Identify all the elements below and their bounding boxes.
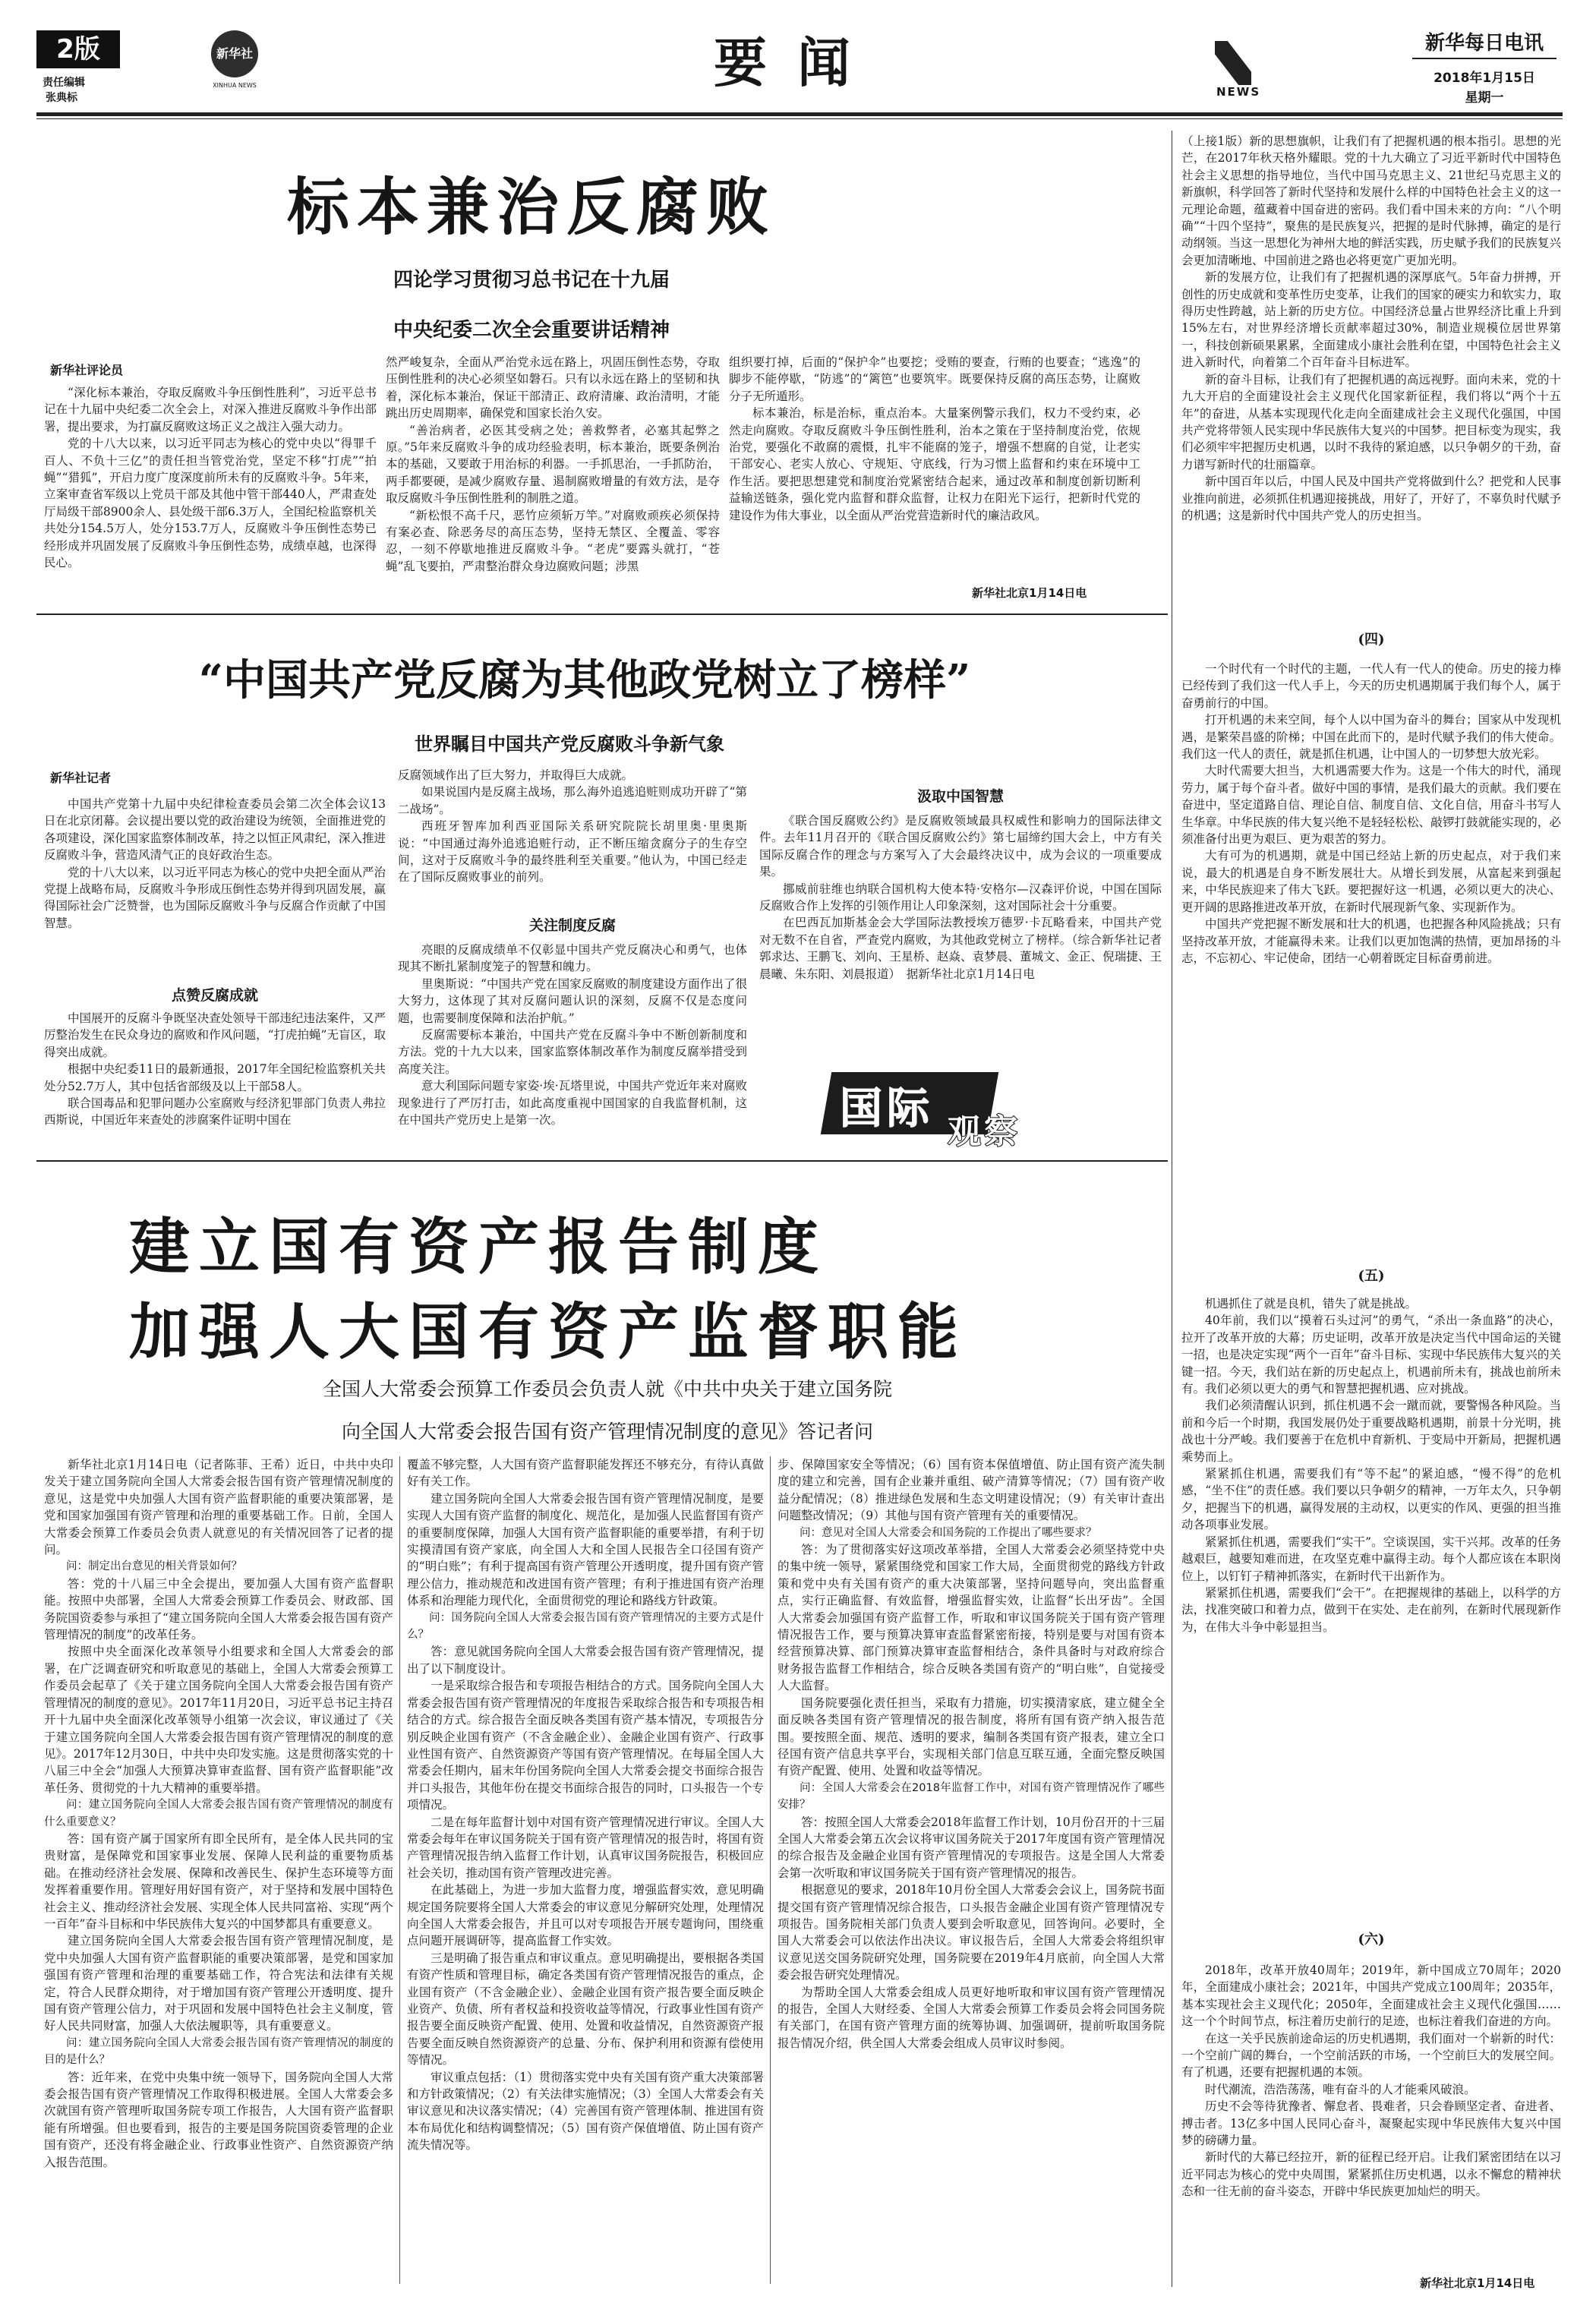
paragraph: 中国共产党第十九届中央纪律检查委员会第二次全体会议13日在北京闭幕。会议提出要以党的政治建设为统领，全面推进党的各项建设，深化国家监察体制改革，持之以恒正风肃纪，深入推进反腐败斗争，营造风清气正的良好政治生态。 [44, 797, 386, 863]
paragraph: 联合国毒品和犯罪问题办公室腐败与经济犯罪部门负责人弗拉西斯说，中国近年来查处的涉腐案件证明中国在 [44, 1096, 386, 1128]
news-logo [1215, 38, 1289, 99]
news-logo-icon [1215, 41, 1251, 85]
paragraph: “善治病者，必医其受病之处；善救弊者，必塞其起弊之原。”5年来反腐败斗争的成功经验表明，标本兼治，既要条例治本的基础，又要敢于用治标的利器。一手抓思治，一手抓防治，两手都要硬，是减少腐败存量、遏制腐败增量的有效方法，是夺取反腐败斗争压倒性胜利的制胜之道。 [386, 423, 720, 506]
banner-main-text: 国际 [840, 1084, 934, 1134]
paragraph: 新的奋斗目标，让我们有了把握机遇的高远视野。面向未来，党的十九大开启的全面建设社会主义现代化国家新征程，我们将以“两个十五年”的奋进，从基本实现现代化走向全面建成社会主义现代化强国，中国共产党将带领人民实现中华民族伟大复兴的中国梦。把目标变为现实，我们必须牢牢把握历史机遇，以时不我待的紧迫感，以只争朝夕的干劲，奋力谱写新时代的壮丽篇章。 [1181, 372, 1561, 472]
article3-subtitle-1: 全国人大常委会预算工作委员会负责人就《中共中央关于建立国务院 [322, 1378, 892, 1400]
right-column-end [1181, 1962, 1561, 2269]
paragraph: 在这一关乎民族前途命运的历史机遇期，我们面对一个崭新的时代：一个空前广阔的舞台，一个空前活跃的市场，一个空前巨大的发展空间。有了机遇，还要有把握机遇的本领。 [1181, 2031, 1561, 2080]
paragraph: 2018年，改革开放40周年；2019年，新中国成立70周年；2020年，全面建成小康社会；2021年，中国共产党成立100周年；2035年，基本实现社会主义现代化；2050年，全面建成社会主义现代化强国……这一个个时间节点，标注着历史前行的足迹，也标注着我们奋进的方向。 [1181, 1963, 1561, 2029]
paragraph: 亮眼的反腐成绩单不仅彰显中国共产党反腐决心和勇气，也体现其不断扎紧制度笼子的智慧和魄力。 [398, 943, 747, 974]
paragraph: “深化标本兼治，夺取反腐败斗争压倒性胜利”，习近平总书记在十九届中央纪委二次全会上，对深入推进反腐败斗争作出部署，提出要求，为打赢反腐败这场正义之战注入强大动力。 [44, 386, 377, 434]
paragraph: “新松恨不高千尺，恶竹应须斩万竿。”对腐败顽疾必须保持有案必查、除恶务尽的高压态势，坚持无禁区、全覆盖、零容忍，一刻不停歇地推进反腐败斗争。“老虎”要露头就打，“苍蝇”乱飞要拍，严肃整治群众身边腐败问题；涉黑 [386, 508, 720, 573]
paragraph: 我们必须清醒认识到，抓住机遇不会一蹴而就，要警惕各种风险。当前和今后一个时期，我国发展仍处于重要战略机遇期，前景十分光明，挑战也十分严峻。我们要善于在危机中育新机、于变局中开新局，把握机遇乘势而上。 [1181, 1399, 1561, 1464]
paragraph: 如果说国内是反腐主战场，那么海外追逃追赃则成功开辟了“第二战场”。 [398, 785, 747, 816]
paragraph: 标本兼治，标是治标，重点治本。大量案例警示我们，权力不受约束，必然走向腐败。夺取反腐败斗争压倒性胜利，治本之策在于坚持制度治党，依规治党，要强化不敢腐的震慑，扎牢不能腐的笼子，增强不想腐的自觉，让老实干部安心、老实人放心、守规矩、守底线，行为习惯上监督和约束在环境中工作生活。要把思想建党和制度治党紧密结合起来，通过改革和制度创新切断利益输送链条，强化党内监督和群众监督，让权力在阳光下运行，把新时代党的建设作为伟大事业，以全面从严治党营造新时代的廉洁政风。 [729, 406, 1140, 522]
paragraph: 根据中央纪委11日的最新通报，2017年全国纪检监察机关共处分52.7万人，其中包括省部级及以上干部58人。 [44, 1062, 386, 1093]
article3-column-1 [44, 1456, 393, 2284]
paragraph: 意大利国际问题专家姿·埃·瓦塔里说，中国共产党近年来对腐败现象进行了严厉打击，如此高度重视中国国家的自我监督机制，这在中国共产党历史上是第一次。 [398, 1079, 747, 1128]
paragraph: 建立国务院向全国人大常委会报告国有资产管理情况制度，是要实现人大国有资产监督的制度化、规范化，是加强人民监督国有资产的重要制度保障，加强人大国有资产监督职能的重要举措，有利于切实摸清国有资产家底，向全国人大和全国人民报告全口径国有资产的“明白账”；有利于提高国有资产管理公开透明度，提升国有资产管理公信力，推动规范和改进国有资产管理；有利于推进国有资产治理体系和治理能力现代化，全面贯彻党的理论和路线方针政策。 [407, 1491, 764, 1608]
paragraph: 一个时代有一个时代的主题，一代人有一代人的使命。历史的接力棒已经传到了我们这一代人手上，今天的历史机遇期属于我们每个人，属于奋勇前行的中国。 [1181, 662, 1561, 710]
paragraph: 党的十八大以来，以习近平同志为核心的党中央以“得罪千百人、不负十三亿”的责任担当管党治党，坚定不移“打虎”“拍蝇”“猎狐”，开启力度广度深度前所未有的反腐败斗争。5年来，立案审查省军级以上党员干部及其他中管干部440人，严肃查处厅局级干部8900余人、县处级干部6.3万人，全国纪检监察机关共处分154.5万人，处分153.7万人，反腐败斗争压倒性态势已经形成并巩固发展了反腐败斗争压倒性态势，成绩卓越，也深得民心。 [44, 437, 377, 570]
question: 问：建立国务院向全国人大常委会报告国有资产管理情况的制度的目的是什么？ [44, 2036, 393, 2067]
issue-date: 2018年1月15日 [1434, 71, 1535, 86]
paragraph: 新中国百年以后，中国人民及中国共产党将做到什么？把党和人民事业推向前进，必须抓住机遇迎接挑战，用好了，开好了，不辜负时代赋予的机遇；这是新时代中国共产党人的历史担当。 [1181, 475, 1561, 522]
article3-title-line-2: 加强人大国有资产监督职能 [129, 1297, 967, 1367]
paragraph: 西班牙智库加利西亚国际关系研究院院长胡里奥·里奥斯说：“中国通过海外追逃追赃行动，正不断压缩贪腐分子的生存空间，这对于反腐败斗争的最终胜利至关重要。”他认为，中国已经走在了国际反腐败事业的前列。 [398, 819, 747, 885]
paragraph: 答：近年来，在党中央集中统一领导下，国务院向全国人大常委会报告国有资产管理情况工作取得积极进展。全国人大常委会多次就国有资产管理听取国务院专项工作报告，人大国有资产监督职能有所增强。但也要看到，报告的主要是国务院国资委管理的企业国有资产，还没有将金融企业、行政事业性资产、自然资源资产纳入报告范围。 [44, 2070, 393, 2169]
paragraph: 步、保障国家安全等情况；（6）国有资本保值增值、防止国有资产流失制度的建立和完善，国有企业兼并重组、破产清算等情况；（7）国有资产收益分配情况；（8）推进绿色发展和生态文明建设情况；（9）有关审计查出问题整改情况；（9）其他与国有资产管理有关的重要情况。 [777, 1458, 1165, 1523]
issue-weekday: 星期一 [1465, 90, 1504, 106]
paper-name: 新华每日电讯 [1424, 32, 1544, 55]
paragraph: 反腐需要标本兼治，中国共产党在反腐斗争中不断创新制度和方法。党的十九大以来，国家监察体制改革作为制度反腐举措受到高度关注。 [398, 1028, 747, 1076]
paragraph: 根据意见的要求，2018年10月份全国人大常委会会议上，国务院书面提交国有资产管理情况综合报告，口头报告金融企业国有资产管理情况专项报告。国务院相关部门负责人要到会听取意见，回答询问。必要时，全国人大常委会可以依法作出决议。审议报告后，全国人大常委会将组织审议意见送交国务院研究处理，国务院要在2019年4月底前，向全国人大常委会报告研究处理情况。 [777, 1883, 1165, 1982]
article2-column-1 [44, 796, 386, 978]
news-logo-text: NEWS [1216, 85, 1261, 99]
question: 问：意见对全国人大常委会和国务院的工作提出了哪些要求？ [800, 1526, 1097, 1539]
article3-column-3 [777, 1456, 1165, 2284]
paragraph: 按照中央全面深化改革领导小组要求和全国人大常委会的部署，在广泛调查研究和听取意见的基础上，全国人大常委会预算工作委员会起草了《关于建立国务院向全国人大常委会报告国有资产管理情况的制度的意见》。2017年11月20日，习近平总书记主持召开十九届中央全面深化改革领导小组第一次会议，审议通过了《关于建立国务院向全国人大常委会报告国有资产管理情况的制度的意见》。2017年12月30日，中共中央印发实施。这是贯彻落实党的十八届三中全会“加强人大预算决算审查监督、国有资产监督职能”改革任务、贯彻党的十九大精神的重要举措。 [44, 1645, 393, 1795]
paragraph: 挪威前驻维也纳联合国机构大使本特·安格尔—汉森评价说，中国在国际反腐败合作上发挥的引领作用让人印象深刻，这对国际社会十分重要。 [759, 882, 1162, 913]
paragraph: 然严峻复杂，全面从严治党永远在路上，巩固压倒性态势，夺取压倒性胜利的决心必须坚如磐石。只有以永远在路上的坚韧和执着，深化标本兼治，保证干部清正、政府清廉、政治清明，才能跳出历史周期率，确保党和国家长治久安。 [386, 355, 720, 421]
question: 问：制定出台意见的相关背景如何？ [66, 1560, 242, 1573]
right-column-low [1181, 1295, 1561, 1918]
paragraph: 历史不会等待犹豫者、懈怠者、畏难者，只会眷顾坚定者、奋进者、搏击者。13亿多中国人民同心奋斗，凝聚起实现中华民族伟大复兴中国梦的磅礴力量。 [1181, 2099, 1561, 2148]
paragraph: 大有可为的机遇期，就是中国已经站上新的历史起点，对于我们来说，最大的机遇是自身不断发展壮大。从增长到发展，从富起来到强起来，中华民族迎来了伟大飞跃。要把握好这一机遇，必须以更大的决心、更开阔的思路推进改革开放，在新时代展现新气象、实现新作为。 [1181, 849, 1561, 914]
paragraph: 覆盖不够完整，人大国有资产监督职能发挥还不够充分，有待认真做好有关工作。 [407, 1458, 764, 1489]
paragraph: 答：按照全国人大常委会2018年监督工作计划，10月份召开的十三届全国人大常委会第五次会议将审议国务院关于2017年度国有资产管理情况的综合报告及金融企业国有资产管理情况的专项报告。这是全国人大常委会第一次听取和审议国务院关于国有资产管理情况的报告。 [777, 1815, 1165, 1880]
xinhua-logo-sub: XINHUA NEWS [213, 82, 257, 89]
article3-title-line-1: 建立国有资产报告制度 [129, 1212, 828, 1282]
paragraph: 大时代需要大担当，大机遇需要大作为。这是一个伟大的时代，涌现劳力，属于每个奋斗者。做好中国的事情，是我们最大的贡献。我们要在奋进中，坚定道路自信、理论自信、制度自信、文化自信，用奋斗书写人生华章。中华民族的伟大复兴绝不是轻轻松松、敲锣打鼓就能实现的，必须准备付出更为艰巨、更为艰苦的努力。 [1181, 764, 1561, 847]
paragraph: 40年前，我们以“摸着石头过河”的勇气，“杀出一条血路”的决心，拉开了改革开放的大幕；历史证明，改革开放是决定当代中国命运的关键一招，也是决定实现“两个一百年”奋斗目标、实现中华民族伟大复兴的关键一招。今天，我们站在新的历史起点上，机遇前所未有，挑战也前所未有。我们必须以更大的勇气和智慧把握机遇、应对挑战。 [1181, 1314, 1561, 1396]
paragraph: 在巴西瓦加斯基金会大学国际法教授埃万德罗·卡瓦略看来，中国共产党对无数不在自省，严查党内腐败，为其他政党树立了榜样。（综合新华社记者郭求达、王鹏飞、刘向、王星桥、赵焱、袁梦晨、董城文、金正、倪瑞捷、王晨曦、朱东阳、刘晨报道） 据新华社北京1月14日电 [759, 916, 1162, 981]
article2-column-3 [759, 812, 1162, 1055]
paragraph: 中国展开的反腐斗争既坚决查处领导干部违纪违法案件，又严厉整治发生在民众身边的腐败和作风问题，“打虎拍蝇”无盲区，取得突出成就。 [44, 1011, 386, 1059]
masthead-rule [36, 112, 1563, 116]
editor-label: 责任编辑 [43, 77, 85, 89]
xinhua-logo [205, 30, 264, 105]
article2-column-2 [398, 767, 747, 908]
article2-byline: 新华社记者 [50, 771, 112, 785]
paragraph: 新华社北京1月14日电（记者陈菲、王希）近日，中共中央印发关于建立国务院向全国人大常委会报告国有资产管理情况制度的意见，这是党中央加强人大国有资产监督职能的重要决策部署，是党和国家加强国有资产管理和治理的重要基础工作。日前，全国人大常委会预算工作委员会负责人就意见的有关情况回答了记者的提问。 [44, 1458, 393, 1557]
paragraph: 一是采取综合报告和专项报告相结合的方式。国务院向全国人大常委会报告国有资产管理情况的年度报告采取综合报告和专项报告相结合的方式。综合报告全面反映各类国有资产基本情况，专项报告分别反映企业国有资产（不含金融企业）、金融企业国有资产、行政事业性国有资产、自然资源资产等国有资产管理情况。在每届全国人大常委会任期内，届末年份国务院向全国人大常委会提交书面综合报告并口头报告，其他年份在提交书面综合报告的同时，口头报告一个专项情况。 [407, 1679, 764, 1812]
paragraph: 里奥斯说：“中国共产党在国家反腐败的制度建设方面作出了很大努力，这体现了其对反腐问题认识的深刻，反腐不仅是态度问题，也需要制度保障和法治护航。” [398, 976, 747, 1025]
article3-column-2 [407, 1456, 764, 2284]
article1-column-3 [729, 354, 1140, 559]
paragraph: 打开机遇的未来空间，每个人以中国为奋斗的舞台；国家从中发现机遇，是繁荣昌盛的阶梯；中国在此而下的，是时代赋予我们的伟大使命。我们这一代人的责任，就是抓住机遇，让中国人的一切梦想大放光彩。 [1181, 713, 1561, 762]
article1-signature: 新华社北京1月14日电 [972, 586, 1087, 600]
paragraph: 答：为了贯彻落实好这项改革举措，全国人大常委会必须坚持党中央的集中统一领导，紧紧围绕党和国家工作大局，全面贯彻党的路线方针政策和党中央有关国有资产的重大决策部署，坚持问题导向，突出监督重点，实行正确监督、有效监督，增强监督实效，让监督“长出牙齿”。全国人大常委会加强国有资产监督工作，听取和审议国务院关于国有资产管理情况报告工作，要与预算决算审查监督紧密衔接，特别是要与对国有资本经营预算决算、部门预算决算审查监督相结合，条件具备时与对政府综合财务报告监督工作相结合，综合反映各类国有资产的“明白账”，自觉接受人大监督。 [777, 1543, 1165, 1693]
paragraph: 为帮助全国人大常委会组成人员更好地听取和审议国有资产管理情况的报告，全国人大财经委、全国人大常委会预算工作委员会将会同国务院有关部门，在国有资产管理方面的统筹协调、加强调研，提前听取国务院报告情况介绍，供全国人大常委会组成人员审议时参阅。 [777, 1985, 1165, 2050]
paragraph: （上接1版）新的思想旗帜，让我们有了把握机遇的根本指引。思想的光芒，在2017年秋天格外耀眼。党的十九大确立了习近平新时代中国特色社会主义思想的指导地位，当代中国马克思主义、21世纪马克思主义的新旗帜，科学回答了新时代坚持和发展什么样的中国特色社会主义的这一元理论命题，蕴藏着中国奋进的密码。我们看中国未来的方向：“八个明确”“十四个坚持”，聚焦的是民族复兴，把握的是时代脉搏，确定的是行动纲领。当这一思想化为神州大地的鲜活实践，历史赋予我们的民族复兴会更加清晰地、中国前进之路也必将更宽广更加光明。 [1181, 134, 1561, 267]
article2-heading-1: 点赞反腐成就 [171, 987, 258, 1004]
article1-column-2 [386, 354, 720, 604]
paragraph: 新的发展方位，让我们有了把握机遇的深厚底气。5年奋力拼搏，开创性的历史成就和变革性历史变革，让我们的国家的硬实力和软实力，取得历史性跨越，站上新的历史方位。中国经济总量占世界经济比重上升到15%左右，对世界经济增长贡献率超过30%，制造业规模位居世界第一，科技创新硕果累累，全面建成小康社会胜利在望，中国特色社会主义进入新时代，向着第二个百年奋斗目标进军。 [1181, 270, 1561, 370]
article1-column-1 [44, 384, 377, 604]
article2-heading-2: 关注制度反腐 [528, 917, 616, 934]
article3-subtitle-2: 向全国人大常委会报告国有资产管理情况制度的意见》答记者问 [341, 1421, 873, 1443]
paragraph: 党的十八大以来，以习近平同志为核心的党中央把全面从严治党提上战略布局，反腐败斗争形成压倒性态势并得到巩固发展，赢得国际社会广泛赞誉，也为国际反腐败斗争与反腐合作贡献了中国智慧。 [44, 865, 386, 930]
article2-heading-3: 汲取中国智慧 [916, 788, 1004, 805]
paragraph: 新时代的大幕已经拉开，新的征程已经开启。让我们紧密团结在以习近平同志为核心的党中央周围，紧紧抓住历史机遇，以永不懈怠的精神状态和一往无前的奋斗姿态，开辟中华民族更加灿烂的明天。 [1181, 2150, 1561, 2199]
section-heading-5: (五) [1358, 1268, 1385, 1284]
paragraph: 组织要打掉，后面的“保护伞”也要挖；受贿的要查，行贿的也要查；“逃逸”的脚步不能停歇，“防逃”的“篱笆”也要筑牢。既要保持反腐的高压态势，让腐败分子无所遁形。 [729, 355, 1140, 403]
question: 问：国务院向全国人大常委会报告国有资产管理情况的主要方式是什么？ [407, 1611, 764, 1642]
paragraph: 中国共产党把握不断发展和壮大的机遇，也把握各种风险挑战；只有坚持改革开放，才能赢得未来。让我们以更加饱满的热情，更加昂扬的斗志，不忘初心、牢记使命，团结一心朝着既定目标奋勇前进。 [1181, 917, 1561, 965]
paragraph: 机遇抓住了就是良机，错失了就是挑战。 [1205, 1297, 1418, 1311]
article1-byline: 新华社评论员 [50, 363, 124, 377]
right-column-signature: 新华社北京1月14日电 [1420, 2276, 1535, 2290]
paragraph: 二是在每年监督计划中对国有资产管理情况进行审议。全国人大常委会每年在审议国务院关于国有资产管理情况的报告时，将国有资产管理情况报告纳入监督工作计划，认真审议国务院报告，积极回应社会关切，推动国有资产管理改进完善。 [407, 1815, 764, 1880]
editor-name: 张典标 [46, 92, 77, 104]
international-observation-banner [826, 1066, 1084, 1150]
section-heading-6: (六) [1358, 1932, 1385, 1948]
paragraph: 《联合国反腐败公约》是反腐败领域最具权威性和影响力的国际法律文件。去年11月召开的《联合国反腐败公约》第七届缔约国大会上，中方有关国际反腐合作的理念与方案写入了大会最终决议中，成为会议的一项重要成果。 [759, 814, 1162, 879]
banner-sub-text: 观察 [948, 1112, 1020, 1151]
paragraph: 紧紧抓住机遇，需要我们“实干”。空谈误国，实干兴邦。改革的任务越艰巨，越要知难而进，在攻坚克难中赢得主动。每个人都应该在本职岗位上，以钉钉子精神抓落实，在新时代干出新作为。 [1181, 1534, 1561, 1583]
xinhua-logo-icon: 新华社 [211, 30, 258, 77]
article1-subtitle-1: 四论学习贯彻习总书记在十九届 [393, 269, 670, 292]
right-column-top [1181, 133, 1561, 619]
paragraph: 答：意见就国务院向全国人大常委会报告国有资产管理情况，提出了以下制度设计。 [407, 1645, 764, 1676]
paragraph: 审议重点包括：（1）贯彻落实党中央有关国有资产重大决策部署和方针政策情况；（2）有关法律实施情况；（3）全国人大常委会有关审议意见和决议落实情况；（4）完善国有资产管理体制、推进国有资本布局优化和结构调整情况；（5）国有资产保值增值、防止国有资产流失情况等。 [407, 2070, 764, 2153]
paragraph: 答：国有资产属于国家所有即全民所有，是全体人民共同的宝贵财富，是保障党和国家事业发展、保障人民利益的重要物质基础。在推动经济社会发展、保障和改善民生、保护生态环境等方面发挥着重要作用。管理好用好国有资产，对于坚持和发展中国特色社会主义、推动经济社会发展、实现全体人民共同富裕、实现“两个一百年”奋斗目标和中华民族伟大复兴的中国梦都具有重要意义。 [44, 1831, 393, 1931]
paragraph: 反腐领域作出了巨大努力，并取得巨大成就。 [398, 768, 634, 782]
section-title: 要闻 [714, 31, 881, 94]
page-number-box: 2版 [36, 30, 120, 68]
article1-title: 标本兼治反腐败 [286, 172, 776, 244]
paragraph: 建立国务院向全国人大常委会报告国有资产管理情况制度，是党中央加强人大国有资产监督职能的重要决策部署，是党和国家加强国有资产管理和治理的重要基础工作，符合宪法和法律有关规定，符合人民群众期待，对于增加国有资产管理公开透明度、提升国有资产管理公信力，对于巩固和发展中国特色社会主义制度，管好人民共同财富，加强人大依法履职等，具有重要意义。 [44, 1934, 393, 2033]
paragraph: 在此基础上，为进一步加大监督力度，增强监督实效，意见明确规定国务院要将全国人大常委会的审议意见分解研究处理，处理情况向全国人大常委会报告，并且可以对专项报告开展专题询问，围绕重点问题开展调研等，提高监督工作实效。 [407, 1883, 764, 1948]
article2-column-2b [398, 942, 747, 1154]
article1-subtitle-2: 中央纪委二次全会重要讲话精神 [393, 319, 670, 342]
article2-title: “中国共产党反腐为其他政党树立了榜样” [198, 655, 971, 705]
paragraph: 三是明确了报告重点和审议重点。意见明确提出，要根据各类国有资产性质和管理目标，确定各类国有资产管理情况报告的重点，企业国有资产（不含金融企业）、金融企业国有资产报告要全面反映企业资产、负债、所有者权益和投资收益等情况，行政事业性国有资产报告要全面反映资产配置、使用、处置和收益情况，自然资源资产报告要全面反映自然资源资产的总量、分布、保护利用和资源有偿使用等情况。 [407, 1951, 764, 2068]
article2-column-1b [44, 1010, 386, 1154]
section-heading-4: (四) [1358, 632, 1385, 648]
question: 问：全国人大常委会在2018年监督工作中，对国有资产管理情况作了哪些安排？ [777, 1781, 1165, 1812]
paragraph: 国务院要强化责任担当，采取有力措施，切实摸清家底，建立健全全面反映各类国有资产管理情况的报告制度，将所有国有资产纳入报告范围。要按照全面、规范、透明的要求，编制各类国有资产报表，建立全口径国有资产信息共享平台，实现相关部门信息互联互通，全面完整反映国有资产配置、使用、处置和收益等情况。 [777, 1695, 1165, 1778]
paragraph: 紧紧抓住机遇，需要我们“会干”。在把握规律的基础上，以科学的方法，找准突破口和着力点，做到干在实处、走在前列，在新时代展现新作为，在伟大斗争中彰显担当。 [1181, 1585, 1561, 1634]
article2-subtitle: 世界瞩目中国共产党反腐败斗争新气象 [415, 733, 724, 755]
question: 问：建立国务院向全国人大常委会报告国有资产管理情况的制度有什么重要意义？ [44, 1799, 393, 1828]
paragraph: 紧紧抓住机遇，需要我们有“等不起”的紧迫感，“慢不得”的危机感，“坐不住”的责任感。我们要以只争朝夕的精神，一万年太久，只争朝夕，把握当下的机遇，赢得发展的主动权，以更实的作风、更强的担当推动各项事业发展。 [1181, 1467, 1561, 1532]
paragraph: 答：党的十八届三中全会提出，要加强人大国有资产监督职能。按照中央部署，全国人大常委会预算工作委员会、财政部、国务院国资委参与承担了“建立国务院向全国人大常委会报告国有资产管理情况的制度”的改革任务。 [44, 1576, 393, 1642]
paragraph: 时代潮流，浩浩荡荡，唯有奋斗的人才能乘风破浪。 [1205, 2082, 1476, 2096]
right-column-mid [1181, 661, 1561, 1253]
